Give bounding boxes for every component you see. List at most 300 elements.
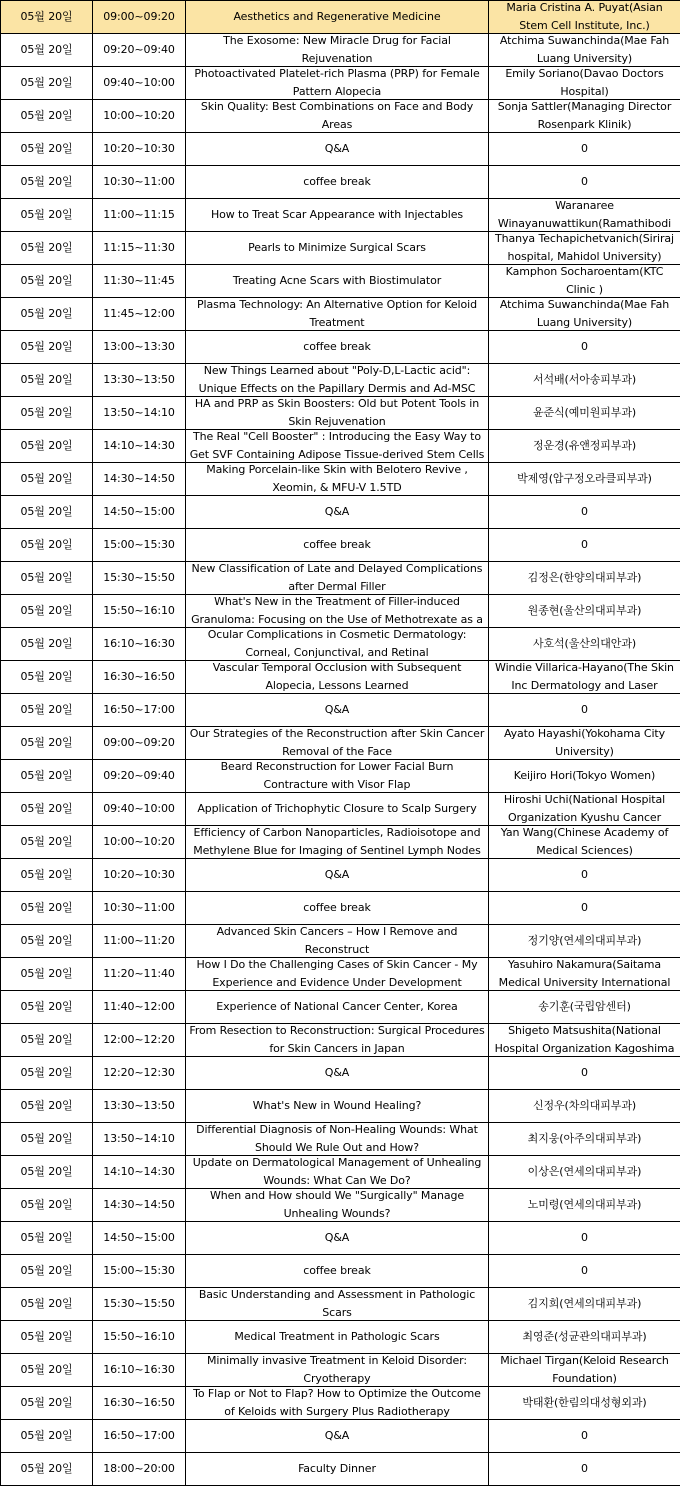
session-speaker-cell-wrap xyxy=(491,365,678,396)
session-title-cell-text: coffee break xyxy=(303,1262,371,1280)
session-date-cell xyxy=(1,463,93,496)
session-date-cell-wrap xyxy=(3,167,90,198)
session-date-cell-text: 05월 20일 xyxy=(20,1130,72,1148)
session-time-cell-wrap xyxy=(95,530,183,561)
session-speaker-cell-wrap xyxy=(491,266,678,297)
session-time-cell xyxy=(93,166,186,199)
session-time-cell xyxy=(93,760,186,793)
session-title-cell-wrap xyxy=(188,1157,486,1188)
session-date-cell-text: 05월 20일 xyxy=(20,173,72,191)
session-time-cell-text: 14:10~14:30 xyxy=(103,1163,175,1181)
session-time-cell-text: 10:20~10:30 xyxy=(103,866,175,884)
session-time-cell xyxy=(93,694,186,727)
session-title-cell-text: Faculty Dinner xyxy=(298,1460,376,1478)
session-date-cell xyxy=(1,628,93,661)
session-speaker-cell xyxy=(489,628,680,661)
session-time-cell-wrap xyxy=(95,464,183,495)
session-title-cell xyxy=(186,826,489,859)
session-speaker-cell-text: 서석배(서아송피부과) xyxy=(533,371,636,389)
session-title-cell xyxy=(186,1354,489,1387)
session-title-cell-wrap xyxy=(188,1124,486,1155)
session-speaker-cell-wrap xyxy=(491,464,678,495)
session-date-cell-text: 05월 20일 xyxy=(20,932,72,950)
session-date-cell-text: 05월 20일 xyxy=(20,107,72,125)
session-title-cell-wrap xyxy=(188,431,486,462)
session-date-cell-text: 05월 20일 xyxy=(20,1097,72,1115)
session-time-cell-wrap xyxy=(95,1454,183,1485)
session-date-cell xyxy=(1,826,93,859)
table-row xyxy=(1,1453,680,1486)
session-speaker-cell-text: Waranaree Winayanuwattikun(Ramathibodi xyxy=(491,200,678,231)
session-time-cell xyxy=(93,463,186,496)
session-title-cell-text: HA and PRP as Skin Boosters: Old but Potent Tools in Skin Rejuvenation xyxy=(188,398,486,429)
session-time-cell-wrap xyxy=(95,1190,183,1221)
session-date-cell-wrap xyxy=(3,1157,90,1188)
session-date-cell-wrap xyxy=(3,1025,90,1056)
session-date-cell xyxy=(1,1057,93,1090)
table-row xyxy=(1,166,680,199)
session-time-cell-text: 16:10~16:30 xyxy=(103,1361,175,1379)
session-date-cell-wrap xyxy=(3,794,90,825)
session-title-cell xyxy=(186,1156,489,1189)
session-title-cell-wrap xyxy=(188,1223,486,1254)
session-title-cell xyxy=(186,1321,489,1354)
session-date-cell xyxy=(1,925,93,958)
session-date-cell xyxy=(1,793,93,826)
session-title-cell-text: coffee break xyxy=(303,338,371,356)
session-title-cell-wrap xyxy=(188,2,486,33)
session-time-cell-text: 15:00~15:30 xyxy=(103,1262,175,1280)
session-date-cell-wrap xyxy=(3,926,90,957)
session-time-cell xyxy=(93,1255,186,1288)
session-speaker-cell-wrap xyxy=(491,497,678,528)
session-time-cell-text: 11:00~11:15 xyxy=(103,206,175,224)
session-time-cell-text: 10:00~10:20 xyxy=(103,107,175,125)
session-title-cell-text: Pearls to Minimize Surgical Scars xyxy=(248,239,426,257)
session-speaker-cell xyxy=(489,925,680,958)
session-date-cell xyxy=(1,760,93,793)
session-time-cell-wrap xyxy=(95,332,183,363)
session-title-cell-wrap xyxy=(188,200,486,231)
session-title-cell xyxy=(186,1255,489,1288)
session-date-cell-wrap xyxy=(3,464,90,495)
session-time-cell-wrap xyxy=(95,68,183,99)
session-speaker-cell-text: 송기훈(국립암센터) xyxy=(538,998,631,1016)
session-title-cell-text: Photoactivated Platelet-rich Plasma (PRP) for Female Pattern Alopecia xyxy=(188,68,486,99)
session-time-cell xyxy=(93,727,186,760)
session-title-cell xyxy=(186,727,489,760)
session-date-cell-text: 05월 20일 xyxy=(20,1064,72,1082)
session-date-cell-text: 05월 20일 xyxy=(20,140,72,158)
session-date-cell xyxy=(1,1090,93,1123)
session-time-cell-text: 11:15~11:30 xyxy=(103,239,175,257)
session-title-cell-wrap xyxy=(188,1190,486,1221)
session-time-cell xyxy=(93,628,186,661)
session-time-cell-wrap xyxy=(95,662,183,693)
session-time-cell-wrap xyxy=(95,101,183,132)
session-speaker-cell xyxy=(489,892,680,925)
session-title-cell-wrap xyxy=(188,398,486,429)
session-speaker-cell-wrap xyxy=(491,1355,678,1386)
session-title-cell-text: Q&A xyxy=(325,503,349,521)
table-row xyxy=(1,1321,680,1354)
session-time-cell xyxy=(93,133,186,166)
session-date-cell-wrap xyxy=(3,959,90,990)
session-date-cell xyxy=(1,1222,93,1255)
session-time-cell-wrap xyxy=(95,1091,183,1122)
session-time-cell-wrap xyxy=(95,35,183,66)
session-time-cell xyxy=(93,859,186,892)
session-time-cell-text: 12:00~12:20 xyxy=(103,1031,175,1049)
session-date-cell-text: 05월 20일 xyxy=(20,1031,72,1049)
session-speaker-cell xyxy=(489,100,680,133)
session-date-cell-wrap xyxy=(3,332,90,363)
session-speaker-cell xyxy=(489,166,680,199)
table-row xyxy=(1,1354,680,1387)
session-time-cell-wrap xyxy=(95,893,183,924)
session-time-cell-text: 09:40~10:00 xyxy=(103,800,175,818)
session-time-cell-wrap xyxy=(95,992,183,1023)
session-date-cell-text: 05월 20일 xyxy=(20,899,72,917)
session-date-cell-wrap xyxy=(3,893,90,924)
table-row xyxy=(1,1156,680,1189)
session-title-cell xyxy=(186,694,489,727)
session-title-cell xyxy=(186,595,489,628)
table-row xyxy=(1,1222,680,1255)
session-title-cell-text: coffee break xyxy=(303,173,371,191)
session-title-cell-wrap xyxy=(188,101,486,132)
session-time-cell-text: 16:50~17:00 xyxy=(103,1427,175,1445)
session-time-cell-text: 11:20~11:40 xyxy=(103,965,175,983)
session-speaker-cell xyxy=(489,727,680,760)
session-title-cell xyxy=(186,298,489,331)
session-date-cell xyxy=(1,991,93,1024)
session-speaker-cell-text: 정운경(유앤정피부과) xyxy=(533,437,636,455)
session-speaker-cell xyxy=(489,1,680,34)
schedule-body xyxy=(1,1,680,1486)
session-title-cell-text: Ocular Complications in Cosmetic Dermatology: Corneal, Conjunctival, and Retinal xyxy=(188,629,486,660)
session-speaker-cell-wrap xyxy=(491,761,678,792)
session-time-cell-wrap xyxy=(95,563,183,594)
session-date-cell xyxy=(1,595,93,628)
table-row xyxy=(1,793,680,826)
session-speaker-cell xyxy=(489,1288,680,1321)
table-row xyxy=(1,661,680,694)
table-row xyxy=(1,991,680,1024)
session-time-cell-wrap xyxy=(95,596,183,627)
session-title-cell-wrap xyxy=(188,563,486,594)
session-date-cell-text: 05월 20일 xyxy=(20,701,72,719)
session-date-cell-wrap xyxy=(3,563,90,594)
session-speaker-cell xyxy=(489,1123,680,1156)
session-title-cell xyxy=(186,1387,489,1420)
session-speaker-cell-wrap xyxy=(491,1454,678,1485)
session-title-cell-text: Beard Reconstruction for Lower Facial Burn Contracture with Visor Flap xyxy=(188,761,486,792)
session-title-cell xyxy=(186,628,489,661)
session-date-cell-text: 05월 20일 xyxy=(20,1394,72,1412)
session-date-cell-text: 05월 20일 xyxy=(20,833,72,851)
session-date-cell-text: 05월 20일 xyxy=(20,503,72,521)
session-title-cell-wrap xyxy=(188,530,486,561)
session-speaker-cell xyxy=(489,1354,680,1387)
session-speaker-cell-wrap xyxy=(491,728,678,759)
session-title-cell-text: Q&A xyxy=(325,701,349,719)
session-time-cell xyxy=(93,232,186,265)
session-speaker-cell-text: 노미령(연세의대피부과) xyxy=(528,1196,642,1214)
session-date-cell-text: 05월 20일 xyxy=(20,1262,72,1280)
session-title-cell-text: The Real "Cell Booster" : Introducing the Easy Way to Get SVF Containing Adipose Tissue-derived Stem Cells xyxy=(188,431,486,462)
session-date-cell-wrap xyxy=(3,1223,90,1254)
session-date-cell-text: 05월 20일 xyxy=(20,1229,72,1247)
session-date-cell-wrap xyxy=(3,992,90,1023)
session-date-cell xyxy=(1,34,93,67)
session-speaker-cell-wrap xyxy=(491,893,678,924)
session-title-cell-text: When and How should We "Surgically" Manage Unhealing Wounds? xyxy=(188,1190,486,1221)
session-time-cell-text: 11:40~12:00 xyxy=(103,998,175,1016)
session-date-cell xyxy=(1,67,93,100)
session-speaker-cell-text: Maria Cristina A. Puyat(Asian Stem Cell Institute, Inc.) xyxy=(491,2,678,33)
session-date-cell-text: 05월 20일 xyxy=(20,1427,72,1445)
session-date-cell xyxy=(1,199,93,232)
session-speaker-cell-text: 윤준식(예미원피부과) xyxy=(533,404,636,422)
session-speaker-cell-text: 0 xyxy=(581,536,588,554)
table-row xyxy=(1,826,680,859)
table-row xyxy=(1,133,680,166)
session-date-cell-wrap xyxy=(3,299,90,330)
session-title-cell xyxy=(186,265,489,298)
session-speaker-cell-text: 신정우(차의대피부과) xyxy=(533,1097,636,1115)
session-date-cell xyxy=(1,430,93,463)
session-time-cell xyxy=(93,958,186,991)
table-row xyxy=(1,463,680,496)
session-speaker-cell xyxy=(489,1156,680,1189)
session-title-cell-wrap xyxy=(188,233,486,264)
session-speaker-cell xyxy=(489,430,680,463)
session-date-cell xyxy=(1,661,93,694)
session-title-cell xyxy=(186,496,489,529)
session-date-cell xyxy=(1,1420,93,1453)
session-time-cell-wrap xyxy=(95,1025,183,1056)
session-title-cell-text: Experience of National Cancer Center, Korea xyxy=(216,998,457,1016)
session-time-cell xyxy=(93,496,186,529)
session-date-cell-wrap xyxy=(3,68,90,99)
session-date-cell-text: 05월 20일 xyxy=(20,998,72,1016)
session-title-cell-wrap xyxy=(188,1025,486,1056)
table-row xyxy=(1,364,680,397)
session-title-cell-text: To Flap or Not to Flap? How to Optimize the Outcome of Keloids with Surgery Plus Radiotherapy xyxy=(188,1388,486,1419)
session-date-cell-wrap xyxy=(3,761,90,792)
session-date-cell-wrap xyxy=(3,1190,90,1221)
session-date-cell-wrap xyxy=(3,662,90,693)
session-title-cell xyxy=(186,100,489,133)
session-title-cell-text: Q&A xyxy=(325,1064,349,1082)
session-speaker-cell xyxy=(489,760,680,793)
session-time-cell xyxy=(93,1453,186,1486)
session-time-cell-text: 10:30~11:00 xyxy=(103,899,175,917)
session-date-cell-wrap xyxy=(3,365,90,396)
session-speaker-cell-text: 0 xyxy=(581,173,588,191)
session-time-cell-wrap xyxy=(95,299,183,330)
session-time-cell-text: 14:30~14:50 xyxy=(103,470,175,488)
session-title-cell xyxy=(186,1024,489,1057)
session-speaker-cell xyxy=(489,1024,680,1057)
session-date-cell-text: 05월 20일 xyxy=(20,239,72,257)
session-title-cell-wrap xyxy=(188,1355,486,1386)
session-title-cell-wrap xyxy=(188,629,486,660)
session-date-cell xyxy=(1,1,93,34)
session-title-cell-wrap xyxy=(188,596,486,627)
session-date-cell-text: 05월 20일 xyxy=(20,965,72,983)
session-speaker-cell xyxy=(489,1189,680,1222)
session-date-cell-wrap xyxy=(3,695,90,726)
session-speaker-cell xyxy=(489,133,680,166)
session-time-cell xyxy=(93,661,186,694)
session-time-cell-text: 13:30~13:50 xyxy=(103,371,175,389)
session-speaker-cell-text: Hiroshi Uchi(National Hospital Organization Kyushu Cancer xyxy=(491,794,678,825)
table-row xyxy=(1,694,680,727)
session-time-cell-text: 11:00~11:20 xyxy=(103,932,175,950)
session-time-cell xyxy=(93,1,186,34)
session-time-cell-text: 15:00~15:30 xyxy=(103,536,175,554)
session-title-cell-text: Update on Dermatological Management of Unhealing Wounds: What Can We Do? xyxy=(188,1157,486,1188)
session-date-cell xyxy=(1,397,93,430)
session-time-cell-text: 13:30~13:50 xyxy=(103,1097,175,1115)
session-title-cell-wrap xyxy=(188,464,486,495)
session-speaker-cell-text: 박제영(압구정오라클피부과) xyxy=(517,470,652,488)
session-date-cell xyxy=(1,1453,93,1486)
session-time-cell-text: 09:20~09:40 xyxy=(103,41,175,59)
session-speaker-cell-wrap xyxy=(491,1091,678,1122)
session-date-cell-text: 05월 20일 xyxy=(20,635,72,653)
session-date-cell xyxy=(1,529,93,562)
session-speaker-cell-wrap xyxy=(491,233,678,264)
session-speaker-cell-wrap xyxy=(491,1124,678,1155)
session-time-cell xyxy=(93,826,186,859)
session-speaker-cell xyxy=(489,67,680,100)
session-speaker-cell-wrap xyxy=(491,860,678,891)
session-title-cell xyxy=(186,133,489,166)
session-date-cell xyxy=(1,562,93,595)
session-time-cell-wrap xyxy=(95,1322,183,1353)
session-date-cell-wrap xyxy=(3,35,90,66)
session-time-cell xyxy=(93,1057,186,1090)
session-title-cell xyxy=(186,1222,489,1255)
session-title-cell xyxy=(186,562,489,595)
session-speaker-cell-text: Emily Soriano(Davao Doctors Hospital) xyxy=(491,68,678,99)
session-speaker-cell-wrap xyxy=(491,398,678,429)
session-title-cell xyxy=(186,166,489,199)
session-time-cell-wrap xyxy=(95,2,183,33)
table-row xyxy=(1,760,680,793)
session-speaker-cell xyxy=(489,364,680,397)
session-speaker-cell-text: 0 xyxy=(581,701,588,719)
session-time-cell-text: 12:20~12:30 xyxy=(103,1064,175,1082)
session-title-cell-wrap xyxy=(188,1091,486,1122)
session-time-cell xyxy=(93,67,186,100)
table-row xyxy=(1,1024,680,1057)
table-row xyxy=(1,727,680,760)
session-title-cell-text: Making Porcelain-like Skin with Belotero Revive , Xeomin, & MFU-V 1.5TD xyxy=(188,464,486,495)
session-speaker-cell-text: Shigeto Matsushita(National Hospital Organization Kagoshima xyxy=(491,1025,678,1056)
session-title-cell-wrap xyxy=(188,1322,486,1353)
session-time-cell xyxy=(93,100,186,133)
session-speaker-cell-wrap xyxy=(491,1322,678,1353)
session-speaker-cell xyxy=(489,1321,680,1354)
session-speaker-cell-wrap xyxy=(491,431,678,462)
session-speaker-cell-text: Windie Villarica-Hayano(The Skin Inc Dermatology and Laser xyxy=(491,662,678,693)
table-row xyxy=(1,1123,680,1156)
table-row xyxy=(1,925,680,958)
session-speaker-cell-text: Michael Tirgan(Keloid Research Foundation) xyxy=(491,1355,678,1386)
session-time-cell-wrap xyxy=(95,794,183,825)
session-time-cell xyxy=(93,562,186,595)
session-time-cell-text: 09:00~09:20 xyxy=(103,734,175,752)
session-title-cell-text: Application of Trichophytic Closure to Scalp Surgery xyxy=(197,800,476,818)
session-time-cell-text: 16:50~17:00 xyxy=(103,701,175,719)
session-title-cell xyxy=(186,232,489,265)
session-date-cell-text: 05월 20일 xyxy=(20,272,72,290)
session-title-cell-wrap xyxy=(188,497,486,528)
session-date-cell-text: 05월 20일 xyxy=(20,470,72,488)
session-speaker-cell-text: 0 xyxy=(581,1064,588,1082)
session-title-cell-wrap xyxy=(188,299,486,330)
session-title-cell-wrap xyxy=(188,959,486,990)
session-date-cell-wrap xyxy=(3,266,90,297)
session-speaker-cell xyxy=(489,1090,680,1123)
session-time-cell-wrap xyxy=(95,728,183,759)
session-speaker-cell xyxy=(489,34,680,67)
session-speaker-cell-wrap xyxy=(491,959,678,990)
session-time-cell xyxy=(93,397,186,430)
session-speaker-cell xyxy=(489,463,680,496)
session-time-cell xyxy=(93,925,186,958)
session-time-cell-wrap xyxy=(95,1256,183,1287)
session-title-cell-wrap xyxy=(188,332,486,363)
session-date-cell xyxy=(1,331,93,364)
session-time-cell-wrap xyxy=(95,497,183,528)
session-time-cell-wrap xyxy=(95,1157,183,1188)
session-date-cell xyxy=(1,298,93,331)
session-date-cell-wrap xyxy=(3,200,90,231)
session-date-cell-text: 05월 20일 xyxy=(20,767,72,785)
session-time-cell-text: 15:30~15:50 xyxy=(103,569,175,587)
session-time-cell-wrap xyxy=(95,1355,183,1386)
session-speaker-cell-text: 사호석(울산의대안과) xyxy=(533,635,636,653)
session-date-cell-text: 05월 20일 xyxy=(20,1328,72,1346)
session-date-cell-wrap xyxy=(3,530,90,561)
session-speaker-cell-wrap xyxy=(491,1157,678,1188)
table-row xyxy=(1,100,680,133)
session-title-cell-text: New Classification of Late and Delayed Complications after Dermal Filler xyxy=(188,563,486,594)
session-date-cell-text: 05월 20일 xyxy=(20,371,72,389)
session-title-cell-text: The Exosome: New Miracle Drug for Facial Rejuvenation xyxy=(188,35,486,66)
session-date-cell-wrap xyxy=(3,2,90,33)
session-date-cell-text: 05월 20일 xyxy=(20,8,72,26)
session-time-cell-text: 16:30~16:50 xyxy=(103,1394,175,1412)
session-speaker-cell-text: 0 xyxy=(581,503,588,521)
session-title-cell-wrap xyxy=(188,266,486,297)
session-speaker-cell xyxy=(489,859,680,892)
session-speaker-cell-wrap xyxy=(491,2,678,33)
session-date-cell xyxy=(1,958,93,991)
session-speaker-cell xyxy=(489,1420,680,1453)
table-row xyxy=(1,958,680,991)
session-title-cell xyxy=(186,1,489,34)
session-time-cell-text: 11:30~11:45 xyxy=(103,272,175,290)
session-time-cell-wrap xyxy=(95,1058,183,1089)
session-date-cell-wrap xyxy=(3,233,90,264)
session-speaker-cell xyxy=(489,496,680,529)
